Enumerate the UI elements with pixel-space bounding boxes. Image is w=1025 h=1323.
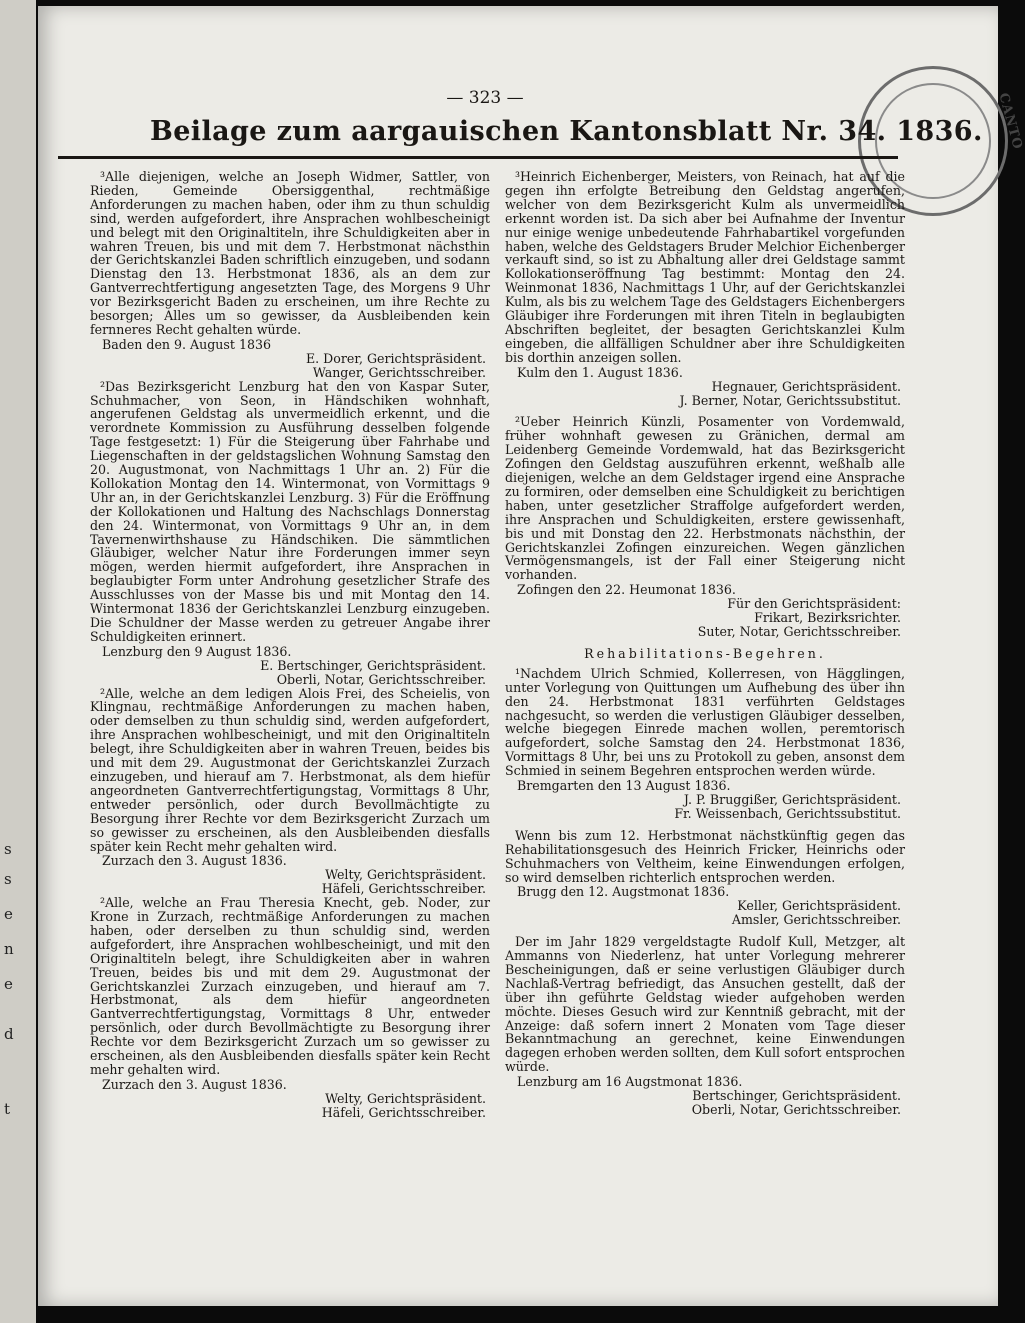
stamp-text: CANTO — [995, 91, 1025, 152]
notice-signature: E. Dorer, Gerichtspräsident. — [305, 350, 486, 366]
notice-place-date: Zofingen den 22. Heumonat 1836. — [517, 582, 736, 598]
notice-place-date: Zurzach den 3. August 1836. — [102, 853, 287, 869]
notice — [505, 170, 905, 407]
notice-signature: Für den Gerichtspräsident: — [727, 596, 901, 612]
notice-signature: Oberli, Notar, Gerichtsschreiber. — [691, 1102, 901, 1117]
notice-place-date: Zurzach den 3. August 1836. — [102, 1076, 287, 1092]
page-number: — 323 — — [446, 88, 524, 108]
notice-place-date: Brugg den 12. Augstmonat 1836. — [517, 884, 730, 900]
notice-signature: Fr. Weissenbach, Gerichtssubstitut. — [674, 805, 901, 821]
notice-signature: Häfeli, Gerichtsschreiber. — [321, 1104, 486, 1120]
notice-body: Der im Jahr 1829 vergeldstagte Rudolf Kull, Metzger, alt Ammanns von Niederlenz, hat unter Vorlegung mehrerer Bescheinigungen, daß er seine verlustigen Gläubiger durch Nachlaß-Vertrag befriedigt, das Ansuchen gestellt, daß der über ihn geführte Geldstag wieder aufgehoben werden möchte. Dieses Gesuch wird zur Kenntniß gebracht, mit der Anzeige: daß sofern innert 2 Monaten vom Tage dieser Bekanntmachung an gerechnet, keine Einwendungen dagegen erhoben werden sollten, dem Kull sofort entsprochen würde. — [505, 934, 905, 1075]
notice-signature: J. Berner, Notar, Gerichtssubstitut. — [679, 392, 901, 408]
notice-body: ²Alle, welche an Frau Theresia Knecht, geb. Noder, zur Krone in Zurzach, rechtmäßige Anforderungen zu machen haben, oder derselben zu thun schuldig sind, werden aufgefordert, ihre Ansprachen wohlbescheinigt, und mit den Originaltiteln belegt, ihre Schuldigkeiten aber in wahren Treuen, beides bis und mit dem 29. Augustmonat der Gerichtskanzlei Zurzach einzugeben, und hierauf am 7. Herbstmonat, als dem hiefür angeordneten Gantverrechtfertigungstag, Vormittags 8 Uhr, entweder persönlich, oder durch Bevollmächtigte zu Besorgung ihrer Rechte vor dem Bezirksgericht Zurzach um so gewisser zu erscheinen, als den Ausbleibenden diesfalls später kein Recht mehr gehalten wird. — [90, 895, 490, 1077]
notice — [505, 935, 905, 1117]
notice-body: ¹Nachdem Ulrich Schmied, Kollerresen, von Hägglingen, unter Vorlegung von Quittungen um Aufhebung des über ihn den 24. Herbstmonat 1831 verführten Geldstages nachgesucht, so werden die verlustigen Gläubiger desselben, welche biegegen Einrede machen wollen, peremtorisch aufgefordert, solche Samstag den 24. Herbstmonat 1836, Vormittags 8 Uhr, bei uns zu Protokoll zu geben, ansonst dem Schmied in seinem Begehren entsprochen werden würde. — [505, 665, 905, 779]
notice-place-date: Bremgarten den 13 August 1836. — [517, 778, 731, 794]
notice-signature: E. Bertschinger, Gerichtspräsident. — [260, 657, 486, 673]
notice-body: ²Alle, welche an dem ledigen Alois Frei, des Scheielis, von Klingnau, rechtmäßige Anforderungen zu machen haben, oder demselben zu thun schuldig sind, werden aufgefordert, ihre Ansprachen wohlbescheinigt, und mit den Originaltiteln belegt, ihre Schuldigkeiten aber in wahren Treuen, beides bis und mit dem 29. Augustmonat der Gerichtskanzlei Zurzach einzugeben, und hierauf am 7. Herbstmonat, als dem hiefür angeordneten Gantverrechtfertigungstag, Vormittags 8 Uhr, entweder persönlich, oder durch Bevollmächtigte zu Besorgung ihrer Rechte vor dem Bezirksgericht Zurzach um so gewisser zu erscheinen, als den Ausbleibenden diesfalls später kein Recht mehr gehalten wird. — [90, 685, 490, 854]
notice-signature: J. P. Bruggißer, Gerichtspräsident. — [683, 791, 901, 807]
notice-body: ³Alle diejenigen, welche an Joseph Widmer, Sattler, von Rieden, Gemeinde Obersiggenthal, rechtmäßige Anforderungen zu machen haben, oder ihm zu thun schuldig sind, werden aufgefordert, ihre Ansprachen wohlbescheinigt und belegt mit den Originaltiteln, ihre Schuldigkeiten aber in wahren Treuen, bis und mit dem 7. Herbstmonat nächsthin der Gerichtskanzlei Baden schriftlich einzugeben, und sodann Dienstag den 13. Herbstmonat 1836, als an dem zur Gantverrechtfertigung angesetzten Tage, des Morgens 9 Uhr vor Bezirksgericht Baden zu erscheinen, um ihre Rechte zu besorgen; Alles um so gewisser, da Ausbleibenden kein fernneres Recht gehalten würde. — [90, 169, 490, 337]
notice-signature: Welty, Gerichtspräsident. — [325, 867, 486, 883]
notice-signature: Amsler, Gerichtsschreiber. — [731, 912, 901, 928]
notice-signature: Bertschinger, Gerichtspräsident. — [692, 1088, 901, 1104]
edge-letter: e — [4, 905, 13, 923]
notice-place-date: Lenzburg am 16 Augstmonat 1836. — [517, 1074, 743, 1090]
notice — [505, 415, 905, 639]
edge-letter: e — [4, 975, 13, 993]
notice-signature: Oberli, Notar, Gerichtsschreiber. — [276, 671, 486, 687]
notice — [90, 896, 490, 1120]
notice-body: Wenn bis zum 12. Herbstmonat nächstkünftig gegen das Rehabilitationsgesuch des Heinrich Fricker, Heinrichs oder Schuhmachers von Veltheim, keine Einwendungen erfolgen, so wird demselben richterlich entsprochen werden. — [505, 827, 905, 885]
notice-signature: Häfeli, Gerichtsschreiber. — [321, 881, 486, 897]
notice-place-date: Lenzburg den 9 August 1836. — [102, 643, 292, 659]
notice — [90, 380, 490, 687]
section-title: Rehabilitations-Begehren. — [584, 645, 826, 661]
edge-letter: n — [4, 940, 14, 958]
notice-signature: Welty, Gerichtspräsident. — [325, 1090, 486, 1106]
header-rule — [58, 156, 898, 159]
page-title: Beilage zum aargauischen Kantonsblatt Nr. 34. 1836. — [150, 116, 983, 147]
notice-body: ³Heinrich Eichenberger, Meisters, von Reinach, hat auf die gegen ihn erfolgte Betreibung den Geldstag angerufen, welcher von dem Bezirksgericht Kulm als unvermeidlich erkennt worden ist. Da sich aber bei Aufnahme der Inventur nur einige wenige unbedeutende Fahrhabartikel vorgefunden haben, welche des Geldstagers Bruder Melchior Eichenberger verkauft sind, so ist zu Abhaltung aller drei Geldstage sammt Kollokationseröffnung Tag bestimmt: Montag den 24. Weinmonat 1836, Nachmittags 1 Uhr, auf der Gerichtskanzlei Kulm, als bis zu welchem Tage des Geldstagers Eichenbergers Gläubiger ihre Forderungen mit ihren Titeln in beglaubigten Abschriften begleitet, der besagten Gerichtskanzlei Kulm eingeben, die allfälligen Schuldner aber ihre Schuldigkeiten bis dorthin anzeigen sollen. — [505, 169, 905, 365]
notice-signature: Suter, Notar, Gerichtsschreiber. — [697, 624, 901, 639]
notice-body: ²Ueber Heinrich Künzli, Posamenter von Vordemwald, früher wohnhaft gewesen zu Gränichen, dermal am Leidenberg Gemeinde Vordemwald, hat das Bezirksgericht Zofingen den Geldstag auszuführen erkennt, weßhalb alle diejenigen, welche an dem Geldstager irgend eine Ansprache zu formiren, oder demselben eine Schuldigkeit zu berichtigen haben, unter gesetzlicher Straffolge aufgefordert werden, ihre Ansprachen und Schuldigkeiten, erstere gewissenhaft, bis und mit Donstag den 22. Herbstmonats nächsthin, der Gerichtskanzlei Zofingen einzureichen. Wegen gänzlichen Vermögensmangels, ist der Fall einer Steigerung nicht vorhanden. — [505, 414, 905, 583]
notice-signature: Frikart, Bezirksrichter. — [754, 610, 901, 626]
notice — [505, 667, 905, 821]
notice-signature: Keller, Gerichtspräsident. — [737, 898, 901, 914]
edge-letter: d — [4, 1025, 14, 1043]
notice — [505, 829, 905, 927]
adjacent-page-edge — [0, 0, 36, 1323]
right-column — [505, 170, 905, 1230]
notice — [90, 170, 490, 380]
notice-signature: Hegnauer, Gerichtspräsident. — [711, 378, 901, 394]
notice-body: ²Das Bezirksgericht Lenzburg hat den von Kaspar Suter, Schuhmacher, von Seon, in Händschiken wohnhaft, angerufenen Geldstag als unvermeidlich erkennt, und die verordnete Kommission zu Ausführung desselben folgende Tage festgesetzt: 1) Für die Steigerung über Fahrhabe und Liegenschaften in der geldstagslichen Wohnung Samstag den 20. Augustmonat, von Nachmittags 1 Uhr an. 2) Für die Kollokation Montag den 14. Wintermonat, von Vormittags 9 Uhr an, in der Gerichtskanzlei Lenzburg. 3) Für die Eröffnung der Kollokationen und Haltung des Nachschlags Donnerstag den 24. Wintermonat, von Vormittags 9 Uhr an, in dem Tavernenwirthshause zu Händschiken. Die sämmtlichen Gläubiger, welcher Natur ihre Forderungen immer seyn mögen, werden hiermit aufgefordert, ihre Ansprachen in beglaubigter Form unter Androhung gesetzlicher Strafe des Ausschlusses von der Masse bis und mit Montag den 14. Wintermonat 1836 der Gerichtskanzlei Lenzburg einzugeben. Die Schuldner der Masse werden zu getreuer Angabe ihrer Schuldigkeiten erinnert. — [90, 378, 490, 644]
left-column — [90, 170, 490, 1220]
notice — [90, 687, 490, 897]
edge-letter: s — [4, 870, 12, 888]
edge-letter: s — [4, 840, 12, 858]
edge-letter: t — [4, 1100, 11, 1118]
notice-place-date: Kulm den 1. August 1836. — [517, 364, 683, 380]
notice-place-date: Baden den 9. August 1836 — [102, 336, 271, 352]
notice-signature: Wanger, Gerichtsschreiber. — [312, 364, 486, 380]
